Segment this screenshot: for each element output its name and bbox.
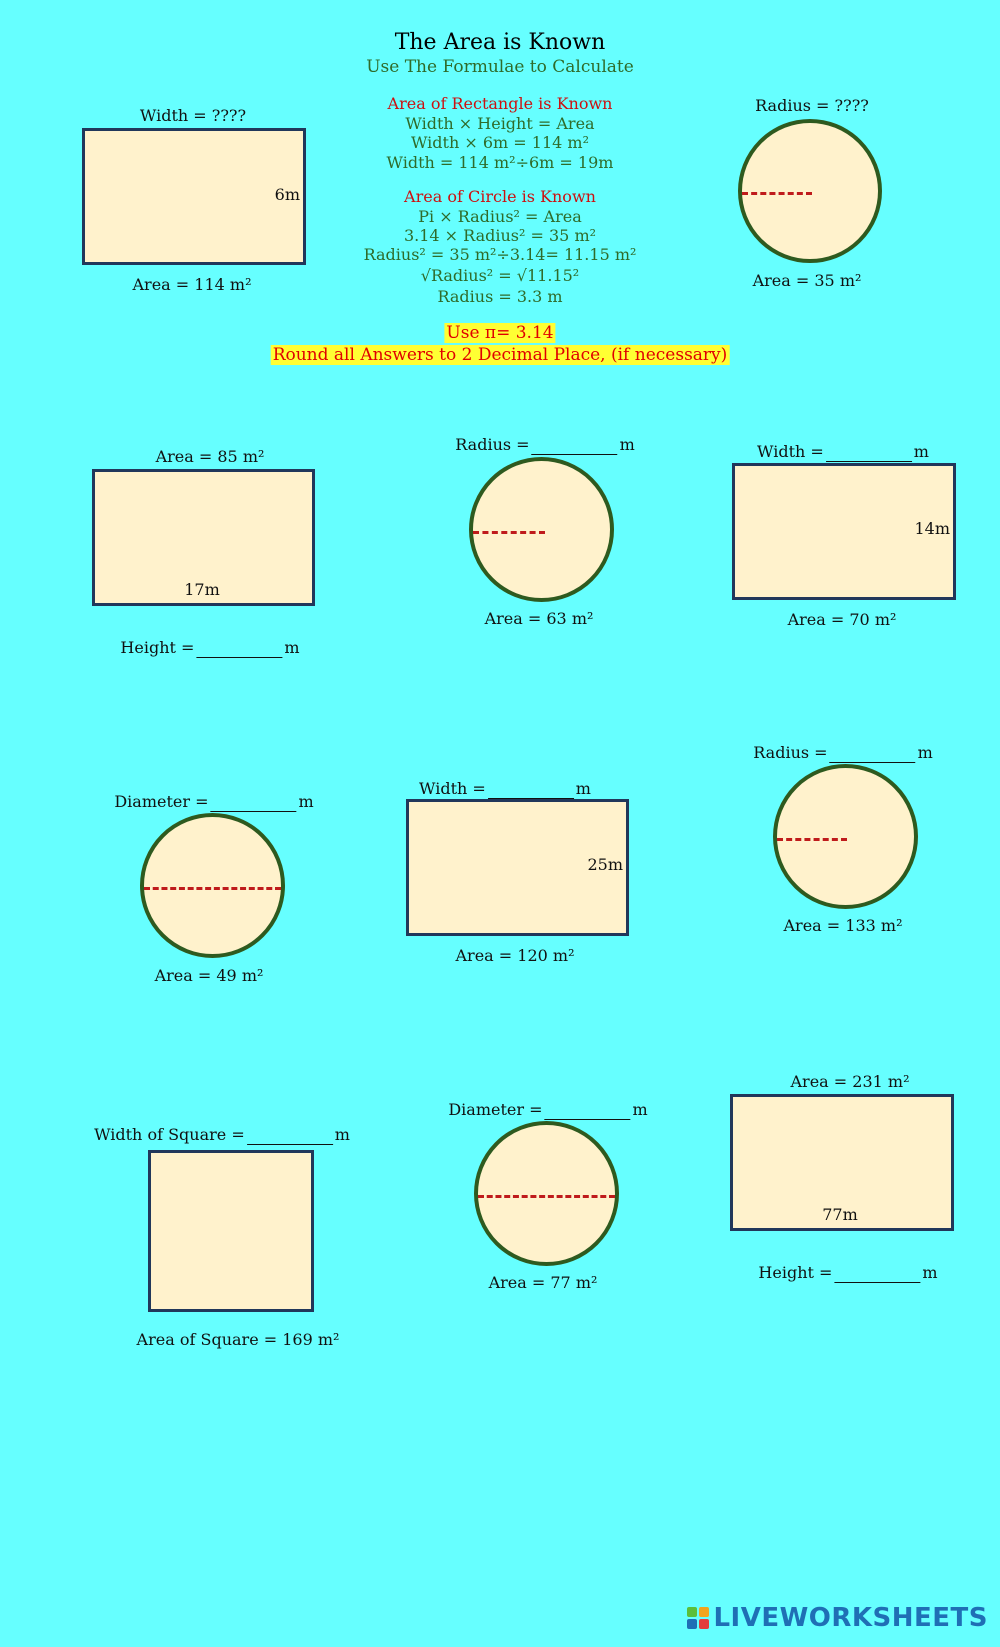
- p9-rectangle: [730, 1094, 954, 1231]
- p4-area-label: Area = 49 m²: [154, 966, 264, 985]
- p7-square: [148, 1150, 314, 1312]
- radius-line: [777, 838, 847, 841]
- p8-area-label: Area = 77 m²: [488, 1273, 598, 1292]
- p5-answer-row: Width = m: [419, 779, 591, 798]
- p7-area-label: Area of Square = 169 m²: [136, 1330, 340, 1349]
- example-circle: [738, 119, 882, 263]
- p3-rectangle: [732, 463, 956, 600]
- p5-area-label: Area = 120 m²: [455, 946, 575, 965]
- p1-rectangle: [92, 469, 315, 606]
- p1-area-label: Area = 85 m²: [155, 447, 265, 466]
- p4-circle: [140, 813, 285, 958]
- circle-line-1: Pi × Radius² = Area: [418, 207, 582, 226]
- radius-line: [473, 531, 545, 534]
- p8-answer-input[interactable]: [545, 1103, 631, 1120]
- diameter-line: [478, 1195, 615, 1198]
- example-rect-top-label: Width = ????: [139, 106, 247, 125]
- rect-line-1: Width × Height = Area: [405, 114, 595, 133]
- p3-answer-input[interactable]: [826, 445, 912, 462]
- example-rect-area-label: Area = 114 m²: [132, 275, 252, 294]
- p2-area-label: Area = 63 m²: [484, 609, 594, 628]
- p4-answer-input[interactable]: [211, 795, 297, 812]
- p8-circle: [474, 1121, 619, 1266]
- p6-answer-input[interactable]: [830, 746, 916, 763]
- p8-answer-row: Diameter = m: [448, 1100, 648, 1119]
- p9-area-label: Area = 231 m²: [790, 1072, 910, 1091]
- p3-height-label: 14m: [914, 519, 950, 538]
- p9-width-label: 77m: [822, 1205, 858, 1224]
- p2-circle: [469, 457, 614, 602]
- rect-heading: Area of Rectangle is Known: [387, 94, 613, 113]
- p7-answer-input[interactable]: [247, 1128, 333, 1145]
- logo-icon: [687, 1607, 709, 1629]
- p1-answer-input[interactable]: [196, 641, 282, 658]
- p1-width-label: 17m: [184, 580, 220, 599]
- example-circle-area-label: Area = 35 m²: [752, 271, 862, 290]
- rect-line-3: Width = 114 m²÷6m = 19m: [386, 153, 614, 172]
- liveworksheets-logo: [687, 1603, 988, 1633]
- p5-rectangle: [406, 799, 629, 936]
- p9-answer-row: Height = m: [758, 1263, 938, 1282]
- radius-line: [742, 192, 812, 195]
- p7-answer-row: Width of Square = m: [94, 1125, 350, 1144]
- round-instruction: Round all Answers to 2 Decimal Place, (if necessary): [272, 345, 728, 365]
- circle-line-3: Radius² = 35 m²÷3.14= 11.15 m²: [363, 245, 637, 264]
- p1-answer-row: Height = m: [120, 638, 300, 657]
- example-rectangle: [82, 128, 306, 265]
- example-rect-side-label: 6m: [274, 185, 300, 204]
- diameter-line: [144, 887, 281, 890]
- p5-height-label: 25m: [587, 855, 623, 874]
- circle-line-4: √Radius² = √11.15²: [420, 266, 580, 285]
- logo-text: LIVEWORKSHEETS: [713, 1603, 988, 1633]
- p6-circle: [773, 764, 918, 909]
- p3-area-label: Area = 70 m²: [787, 610, 897, 629]
- p2-answer-row: Radius = m: [455, 435, 635, 454]
- rect-line-2: Width × 6m = 114 m²: [411, 133, 589, 152]
- page-title: The Area is Known: [394, 30, 606, 55]
- circle-line-2: 3.14 × Radius² = 35 m²: [403, 226, 597, 245]
- circle-line-5: Radius = 3.3 m: [437, 287, 563, 306]
- p4-answer-row: Diameter = m: [114, 792, 314, 811]
- p5-answer-input[interactable]: [488, 782, 574, 799]
- circle-heading: Area of Circle is Known: [404, 187, 596, 206]
- p6-answer-row: Radius = m: [753, 743, 933, 762]
- page-subtitle: Use The Formulae to Calculate: [366, 57, 634, 77]
- pi-instruction: Use π= 3.14: [446, 323, 554, 343]
- p9-answer-input[interactable]: [834, 1266, 920, 1283]
- p6-area-label: Area = 133 m²: [783, 916, 903, 935]
- p3-answer-row: Width = m: [757, 442, 929, 461]
- p2-answer-input[interactable]: [532, 438, 618, 455]
- example-circle-top-label: Radius = ????: [755, 96, 869, 115]
